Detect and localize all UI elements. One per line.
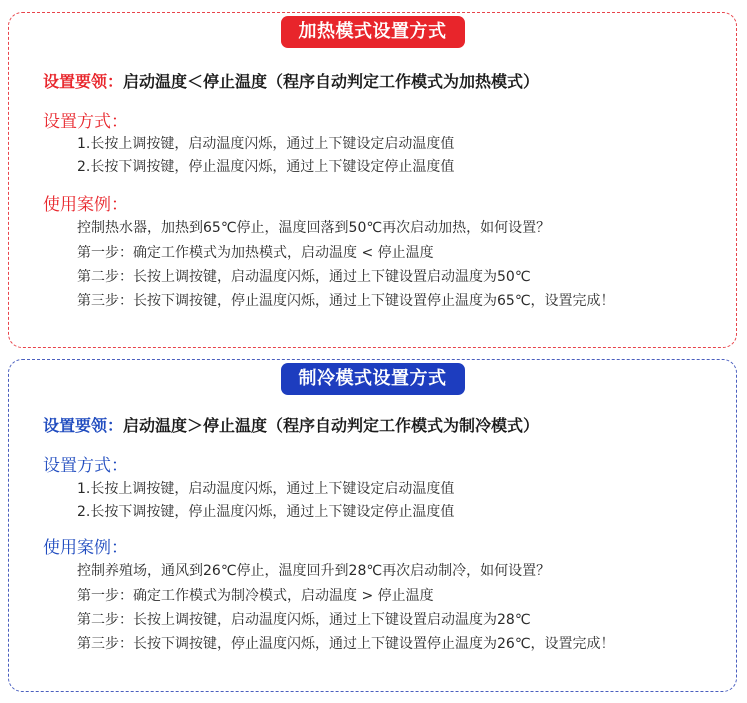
heating-mode-panel xyxy=(8,12,737,348)
heating-key-text: 启动温度＜停止温度（程序自动判定工作模式为加热模式） xyxy=(123,72,540,91)
heating-example-step-1: 第一步：确定工作模式为加热模式，启动温度 < 停止温度 xyxy=(77,245,434,261)
cooling-example-step-2: 第二步：长按上调按键，启动温度闪烁，通过上下键设置启动温度为28℃ xyxy=(77,612,531,628)
heating-title-badge: 加热模式设置方式 xyxy=(281,16,465,48)
heating-example-label: 使用案例： xyxy=(43,195,128,215)
cooling-example-label: 使用案例： xyxy=(43,538,128,558)
cooling-method-label: 设置方式： xyxy=(43,456,128,476)
cooling-example-step-1: 第一步：确定工作模式为制冷模式，启动温度 > 停止温度 xyxy=(77,588,434,604)
heating-key-point xyxy=(43,69,539,92)
heating-example-step-3: 第三步：长按下调按键，停止温度闪烁，通过上下键设置停止温度为65℃，设置完成！ xyxy=(77,293,615,309)
cooling-key-point xyxy=(43,413,539,436)
heating-example-step-2: 第二步：长按上调按键，启动温度闪烁，通过上下键设置启动温度为50℃ xyxy=(77,269,531,285)
cooling-method-line-1: 1.长按上调按键，启动温度闪烁，通过上下键设定启动温度值 xyxy=(77,481,455,497)
heating-method-line-2: 2.长按下调按键，停止温度闪烁，通过上下键设定停止温度值 xyxy=(77,159,455,175)
cooling-key-text: 启动温度＞停止温度（程序自动判定工作模式为制冷模式） xyxy=(123,416,540,435)
cooling-example-question: 控制养殖场，通风到26℃停止，温度回升到28℃再次启动制冷，如何设置？ xyxy=(77,563,551,579)
heating-key-label: 设置要领： xyxy=(43,72,124,91)
cooling-method-line-2: 2.长按下调按键，停止温度闪烁，通过上下键设定停止温度值 xyxy=(77,504,455,520)
cooling-key-label: 设置要领： xyxy=(43,416,124,435)
cooling-example-step-3: 第三步：长按下调按键，停止温度闪烁，通过上下键设置停止温度为26℃，设置完成！ xyxy=(77,636,615,652)
heating-method-label: 设置方式： xyxy=(43,112,128,132)
heating-method-line-1: 1.长按上调按键，启动温度闪烁，通过上下键设定启动温度值 xyxy=(77,136,455,152)
cooling-title-badge: 制冷模式设置方式 xyxy=(281,363,465,395)
cooling-mode-panel xyxy=(8,359,737,692)
heating-example-question: 控制热水器，加热到65℃停止，温度回落到50℃再次启动加热，如何设置？ xyxy=(77,220,551,236)
